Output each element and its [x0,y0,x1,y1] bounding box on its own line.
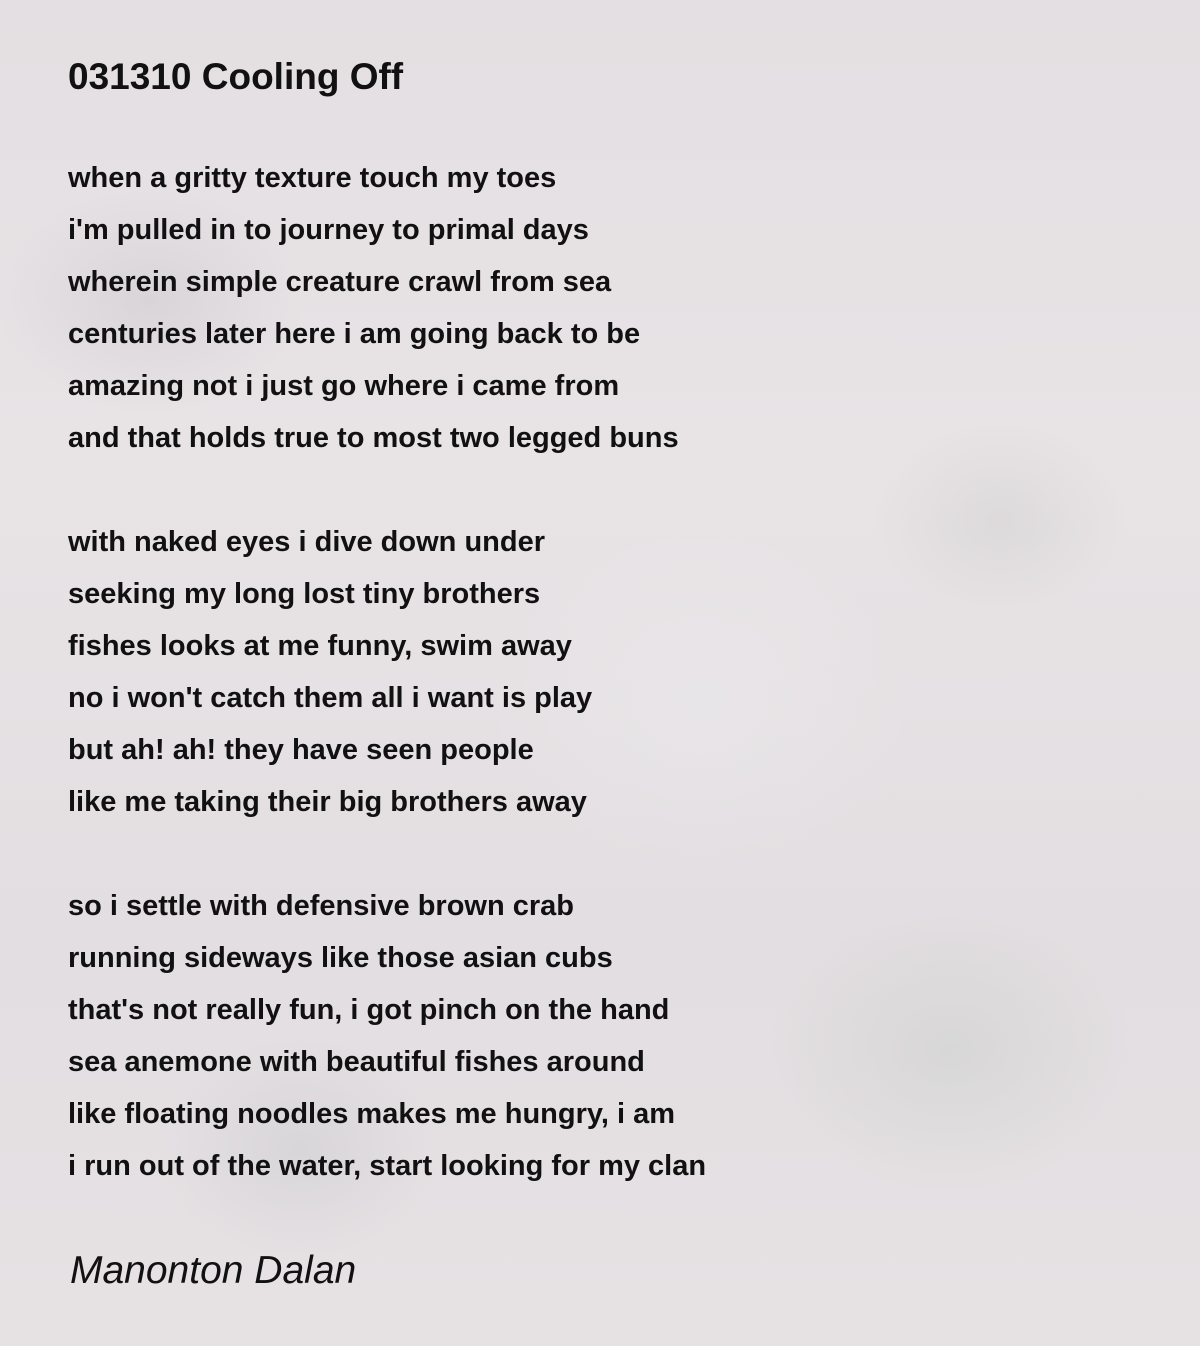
poem-line: seeking my long lost tiny brothers [68,578,541,610]
poem-line: i run out of the water, start looking for my clan [68,1150,707,1182]
poem-line: with naked eyes i dive down under [68,526,545,558]
poem-line: running sideways like those asian cubs [68,942,613,974]
stanza-2 [68,516,1168,828]
poem-author: Manonton Dalan [70,1249,357,1292]
poem-line: when a gritty texture touch my toes [68,162,557,194]
poem-line: so i settle with defensive brown crab [68,890,575,922]
poem-line: that's not really fun, i got pinch on the hand [68,994,670,1026]
poem-line: i'm pulled in to journey to primal days [68,214,589,246]
poem-line: amazing not i just go where i came from [68,370,620,402]
stanza-3 [68,880,1168,1192]
stanza-1 [68,152,1168,464]
poem-line: but ah! ah! they have seen people [68,734,534,766]
poem-line: no i won't catch them all i want is play [68,682,593,714]
poem-line: sea anemone with beautiful fishes around [68,1046,645,1078]
poem-line: wherein simple creature crawl from sea [68,266,612,298]
poem-title: 031310 Cooling Off [68,56,404,97]
poem-line: fishes looks at me funny, swim away [68,630,572,662]
poem-line: centuries later here i am going back to be [68,318,641,350]
poem-line: and that holds true to most two legged buns [68,422,679,454]
poem-line: like me taking their big brothers away [68,786,587,818]
poem-line: like floating noodles makes me hungry, i am [68,1098,676,1130]
poem-body [68,152,1168,1244]
